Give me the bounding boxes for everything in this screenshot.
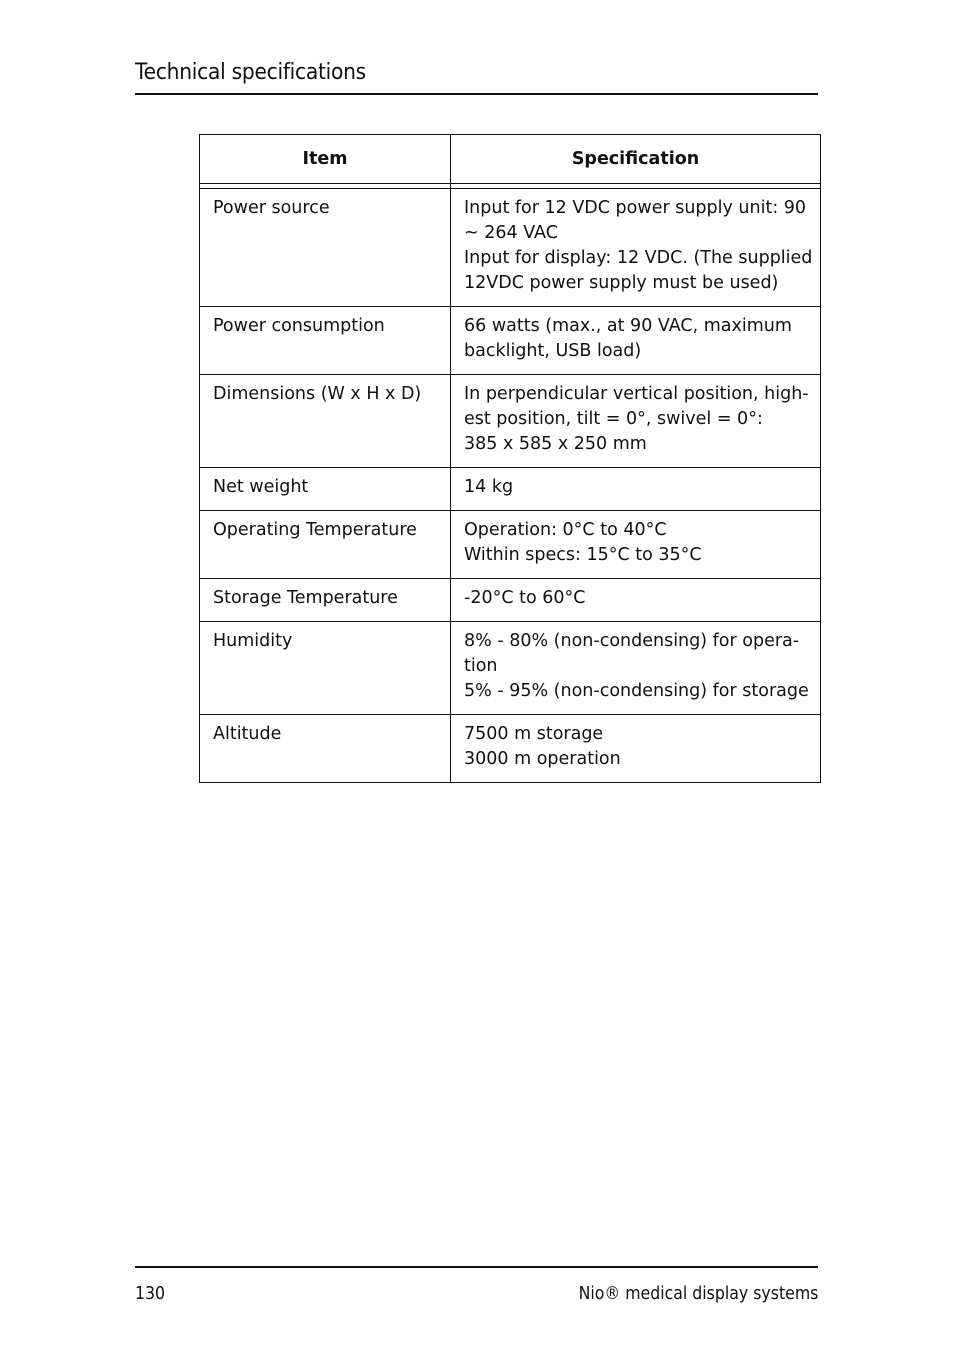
table-header-row [200, 135, 821, 184]
cell-spec: In perpendicular vertical position, high-est position, tilt = 0°, swivel = 0°: 385 x 585 x 250 mm [451, 375, 821, 468]
table-row [200, 468, 821, 511]
page-number: 130 [135, 1284, 166, 1304]
table-row [200, 579, 821, 622]
cell-item: Net weight [200, 468, 451, 511]
cell-item: Power consumption [200, 307, 451, 375]
cell-spec: 14 kg [451, 468, 821, 511]
cell-spec: 7500 m storage 3000 m operation [451, 715, 821, 783]
cell-spec: Operation: 0°C to 40°C Within specs: 15°C to 35°C [451, 511, 821, 579]
page-header-title: Technical specifications [135, 60, 366, 85]
cell-item: Storage Temperature [200, 579, 451, 622]
footer-product-name: Nio® medical display systems [578, 1284, 818, 1304]
table-row [200, 189, 821, 307]
footer-rule [135, 1266, 818, 1268]
table-row [200, 375, 821, 468]
cell-spec: Input for 12 VDC power supply unit: 90 ~ 264 VAC Input for display: 12 VDC. (The supplied 12VDC power supply must be used) [451, 189, 821, 307]
column-header-item: Item [200, 135, 451, 184]
cell-spec: 8% - 80% (non-condensing) for opera-tion 5% - 95% (non-condensing) for storage [451, 622, 821, 715]
cell-item: Altitude [200, 715, 451, 783]
cell-item: Humidity [200, 622, 451, 715]
table-row [200, 715, 821, 783]
table-row [200, 511, 821, 579]
column-header-specification: Specification [451, 135, 821, 184]
cell-item: Dimensions (W x H x D) [200, 375, 451, 468]
cell-spec: 66 watts (max., at 90 VAC, maximum backlight, USB load) [451, 307, 821, 375]
table-row [200, 307, 821, 375]
specifications-table [199, 134, 821, 783]
cell-item: Operating Temperature [200, 511, 451, 579]
table-row [200, 622, 821, 715]
header-rule [135, 93, 818, 95]
cell-spec: -20°C to 60°C [451, 579, 821, 622]
cell-item: Power source [200, 189, 451, 307]
